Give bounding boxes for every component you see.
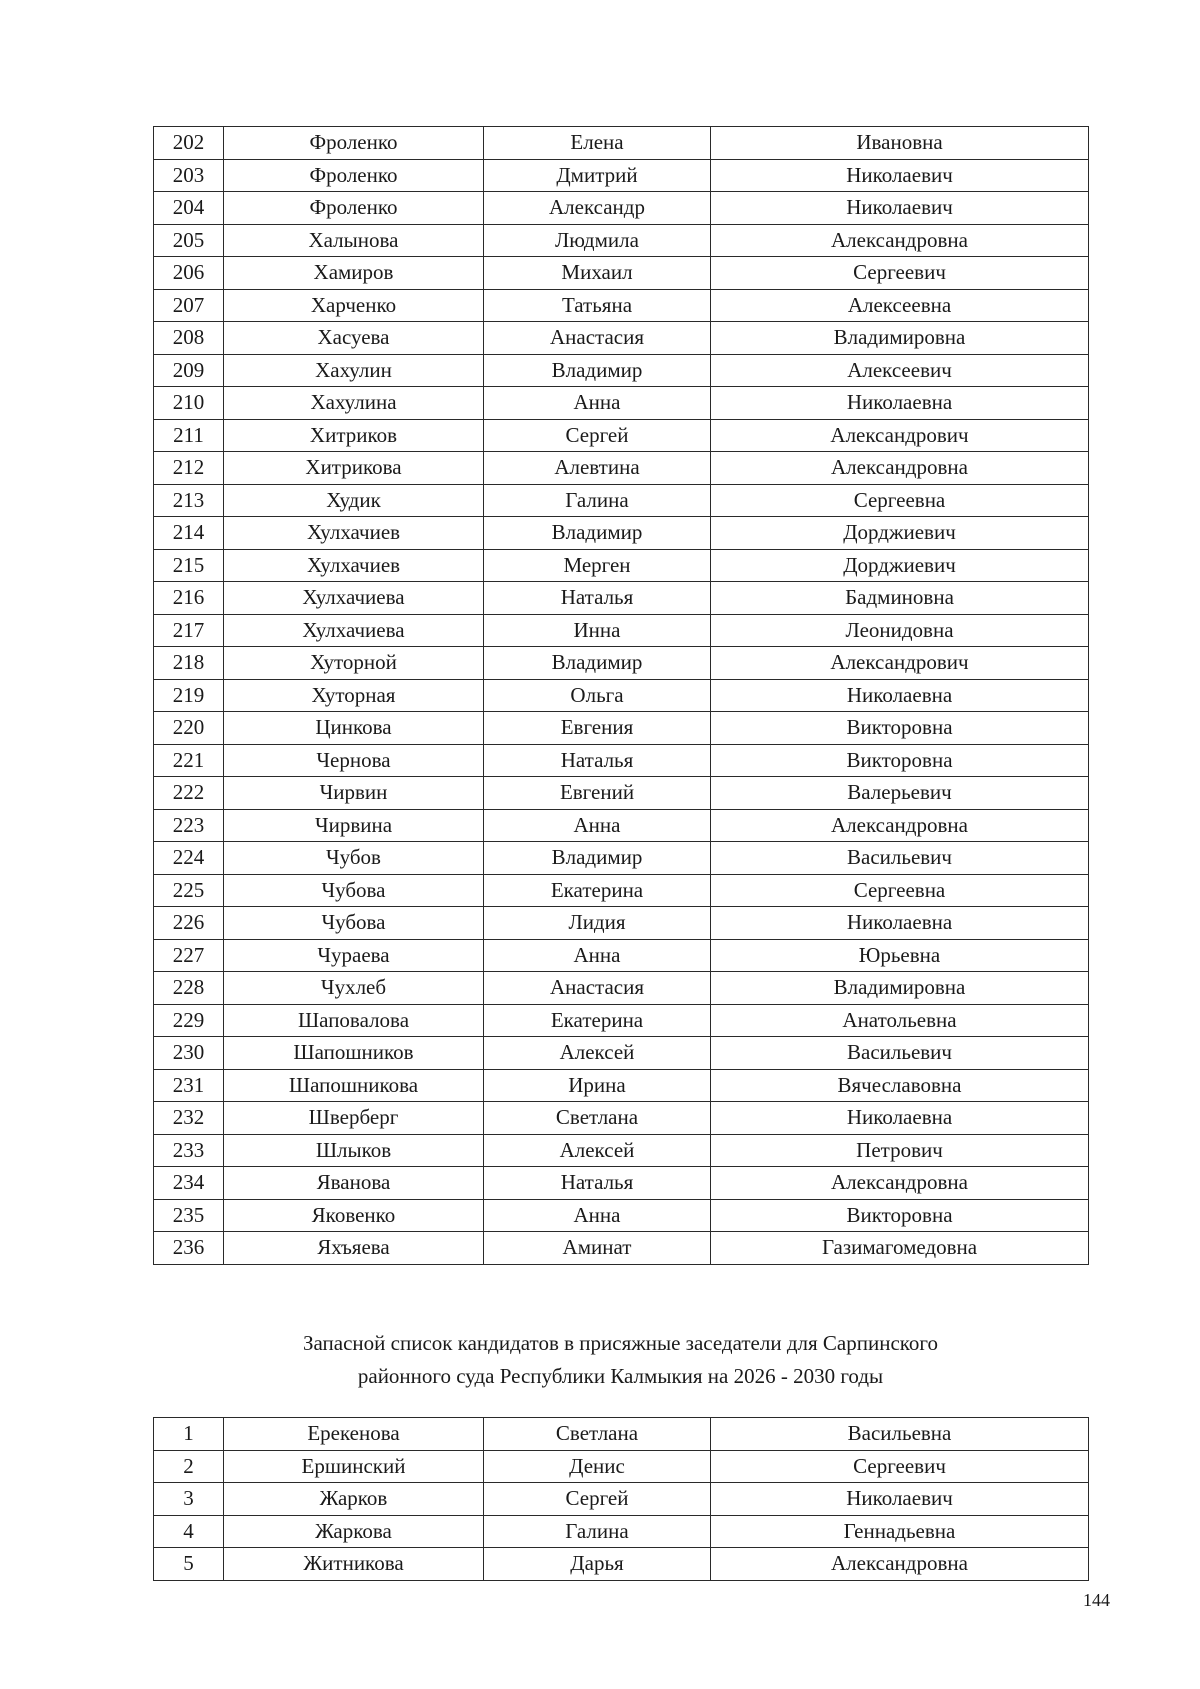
row-number-cell: 208 — [154, 322, 224, 355]
last-name-cell: Житникова — [224, 1548, 484, 1581]
patronymic-cell: Николаевна — [711, 1102, 1089, 1135]
last-name-cell: Хамиров — [224, 257, 484, 290]
first-name-cell: Екатерина — [484, 1004, 711, 1037]
row-number-cell: 3 — [154, 1483, 224, 1516]
last-name-cell: Хуторной — [224, 647, 484, 680]
page-number: 144 — [1083, 1590, 1110, 1610]
row-number-cell: 233 — [154, 1134, 224, 1167]
first-name-cell: Наталья — [484, 1167, 711, 1200]
reserve-heading-line-1: Запасной список кандидатов в присяжные заседатели для Сарпинского — [302, 1331, 938, 1355]
row-number-cell: 204 — [154, 192, 224, 225]
table-row — [154, 1069, 1089, 1102]
last-name-cell: Хахулина — [224, 387, 484, 420]
last-name-cell: Шапошников — [224, 1037, 484, 1070]
table-row — [154, 679, 1089, 712]
last-name-cell: Халынова — [224, 224, 484, 257]
first-name-cell: Анна — [484, 1199, 711, 1232]
table-row — [154, 582, 1089, 615]
last-name-cell: Чухлеб — [224, 972, 484, 1005]
patronymic-cell: Александровна — [711, 809, 1089, 842]
patronymic-cell: Сергеевич — [711, 1450, 1089, 1483]
last-name-cell: Чирвин — [224, 777, 484, 810]
patronymic-cell: Викторовна — [711, 712, 1089, 745]
table-row — [154, 1134, 1089, 1167]
last-name-cell: Харченко — [224, 289, 484, 322]
patronymic-cell: Николаевна — [711, 907, 1089, 940]
first-name-cell: Анна — [484, 387, 711, 420]
last-name-cell: Хитриков — [224, 419, 484, 452]
row-number-cell: 221 — [154, 744, 224, 777]
first-name-cell: Татьяна — [484, 289, 711, 322]
first-name-cell: Анастасия — [484, 972, 711, 1005]
row-number-cell: 216 — [154, 582, 224, 615]
table-row — [154, 257, 1089, 290]
table-row — [154, 1450, 1089, 1483]
last-name-cell: Яковенко — [224, 1199, 484, 1232]
row-number-cell: 2 — [154, 1450, 224, 1483]
last-name-cell: Шлыков — [224, 1134, 484, 1167]
first-name-cell: Светлана — [484, 1418, 711, 1451]
row-number-cell: 207 — [154, 289, 224, 322]
row-number-cell: 220 — [154, 712, 224, 745]
table-row — [154, 939, 1089, 972]
row-number-cell: 232 — [154, 1102, 224, 1135]
first-name-cell: Инна — [484, 614, 711, 647]
row-number-cell: 205 — [154, 224, 224, 257]
patronymic-cell: Викторовна — [711, 1199, 1089, 1232]
patronymic-cell: Алексеевич — [711, 354, 1089, 387]
last-name-cell: Хасуева — [224, 322, 484, 355]
row-number-cell: 211 — [154, 419, 224, 452]
table-row — [154, 1515, 1089, 1548]
patronymic-cell: Владимировна — [711, 972, 1089, 1005]
first-name-cell: Елена — [484, 127, 711, 160]
patronymic-cell: Владимировна — [711, 322, 1089, 355]
last-name-cell: Хитрикова — [224, 452, 484, 485]
row-number-cell: 228 — [154, 972, 224, 1005]
patronymic-cell: Николаевна — [711, 679, 1089, 712]
first-name-cell: Владимир — [484, 354, 711, 387]
row-number-cell: 206 — [154, 257, 224, 290]
patronymic-cell: Петрович — [711, 1134, 1089, 1167]
patronymic-cell: Дорджиевич — [711, 549, 1089, 582]
first-name-cell: Людмила — [484, 224, 711, 257]
candidates-table — [153, 126, 1089, 1265]
patronymic-cell: Николаевич — [711, 1483, 1089, 1516]
first-name-cell: Анна — [484, 809, 711, 842]
patronymic-cell: Леонидовна — [711, 614, 1089, 647]
last-name-cell: Ершинский — [224, 1450, 484, 1483]
patronymic-cell: Александровна — [711, 1548, 1089, 1581]
reserve-table-body — [154, 1418, 1089, 1581]
first-name-cell: Лидия — [484, 907, 711, 940]
first-name-cell: Евгения — [484, 712, 711, 745]
last-name-cell: Чураева — [224, 939, 484, 972]
table-row — [154, 484, 1089, 517]
reserve-heading-line-2: районного суда Республики Калмыкия на 2026 - 2030 годы — [357, 1364, 884, 1388]
last-name-cell: Чубова — [224, 874, 484, 907]
table-row — [154, 777, 1089, 810]
row-number-cell: 235 — [154, 1199, 224, 1232]
table-row — [154, 1004, 1089, 1037]
row-number-cell: 219 — [154, 679, 224, 712]
reserve-list-heading — [153, 1327, 1088, 1393]
patronymic-cell: Газимагомедовна — [711, 1232, 1089, 1265]
first-name-cell: Алексей — [484, 1134, 711, 1167]
table-row — [154, 419, 1089, 452]
table-row — [154, 1102, 1089, 1135]
table-row — [154, 159, 1089, 192]
last-name-cell: Фроленко — [224, 127, 484, 160]
patronymic-cell: Сергеевна — [711, 484, 1089, 517]
last-name-cell: Шапошникова — [224, 1069, 484, 1102]
last-name-cell: Чубова — [224, 907, 484, 940]
row-number-cell: 227 — [154, 939, 224, 972]
first-name-cell: Екатерина — [484, 874, 711, 907]
patronymic-cell: Юрьевна — [711, 939, 1089, 972]
patronymic-cell: Александровна — [711, 224, 1089, 257]
last-name-cell: Яванова — [224, 1167, 484, 1200]
first-name-cell: Михаил — [484, 257, 711, 290]
first-name-cell: Светлана — [484, 1102, 711, 1135]
row-number-cell: 209 — [154, 354, 224, 387]
last-name-cell: Чернова — [224, 744, 484, 777]
last-name-cell: Шверберг — [224, 1102, 484, 1135]
patronymic-cell: Васильевич — [711, 1037, 1089, 1070]
table-row — [154, 354, 1089, 387]
table-row — [154, 192, 1089, 225]
row-number-cell: 203 — [154, 159, 224, 192]
table-row — [154, 1548, 1089, 1581]
row-number-cell: 212 — [154, 452, 224, 485]
row-number-cell: 4 — [154, 1515, 224, 1548]
first-name-cell: Ольга — [484, 679, 711, 712]
table-row — [154, 1037, 1089, 1070]
table-row — [154, 712, 1089, 745]
first-name-cell: Денис — [484, 1450, 711, 1483]
last-name-cell: Жаркова — [224, 1515, 484, 1548]
row-number-cell: 229 — [154, 1004, 224, 1037]
table-row — [154, 452, 1089, 485]
first-name-cell: Наталья — [484, 744, 711, 777]
patronymic-cell: Геннадьевна — [711, 1515, 1089, 1548]
last-name-cell: Хулхачиев — [224, 517, 484, 550]
table-row — [154, 224, 1089, 257]
patronymic-cell: Сергеевна — [711, 874, 1089, 907]
first-name-cell: Алексей — [484, 1037, 711, 1070]
row-number-cell: 231 — [154, 1069, 224, 1102]
table-row — [154, 549, 1089, 582]
row-number-cell: 236 — [154, 1232, 224, 1265]
row-number-cell: 202 — [154, 127, 224, 160]
first-name-cell: Евгений — [484, 777, 711, 810]
patronymic-cell: Алексеевна — [711, 289, 1089, 322]
patronymic-cell: Николаевич — [711, 159, 1089, 192]
table-row — [154, 842, 1089, 875]
table-row — [154, 907, 1089, 940]
first-name-cell: Наталья — [484, 582, 711, 615]
last-name-cell: Чубов — [224, 842, 484, 875]
row-number-cell: 5 — [154, 1548, 224, 1581]
table-row — [154, 1199, 1089, 1232]
row-number-cell: 226 — [154, 907, 224, 940]
last-name-cell: Хулхачиева — [224, 582, 484, 615]
table-row — [154, 1483, 1089, 1516]
row-number-cell: 222 — [154, 777, 224, 810]
table-row — [154, 744, 1089, 777]
first-name-cell: Анна — [484, 939, 711, 972]
last-name-cell: Ерекенова — [224, 1418, 484, 1451]
table-row — [154, 809, 1089, 842]
table-row — [154, 322, 1089, 355]
candidates-table-body — [154, 127, 1089, 1265]
table-row — [154, 614, 1089, 647]
first-name-cell: Владимир — [484, 842, 711, 875]
table-row — [154, 517, 1089, 550]
last-name-cell: Хахулин — [224, 354, 484, 387]
patronymic-cell: Анатольевна — [711, 1004, 1089, 1037]
row-number-cell: 234 — [154, 1167, 224, 1200]
first-name-cell: Ирина — [484, 1069, 711, 1102]
patronymic-cell: Дорджиевич — [711, 517, 1089, 550]
patronymic-cell: Александрович — [711, 647, 1089, 680]
last-name-cell: Фроленко — [224, 159, 484, 192]
table-row — [154, 1232, 1089, 1265]
last-name-cell: Цинкова — [224, 712, 484, 745]
patronymic-cell: Александровна — [711, 452, 1089, 485]
row-number-cell: 218 — [154, 647, 224, 680]
patronymic-cell: Александрович — [711, 419, 1089, 452]
first-name-cell: Мерген — [484, 549, 711, 582]
last-name-cell: Шаповалова — [224, 1004, 484, 1037]
first-name-cell: Владимир — [484, 517, 711, 550]
table-row — [154, 387, 1089, 420]
patronymic-cell: Ивановна — [711, 127, 1089, 160]
row-number-cell: 223 — [154, 809, 224, 842]
patronymic-cell: Александровна — [711, 1167, 1089, 1200]
table-row — [154, 972, 1089, 1005]
table-row — [154, 289, 1089, 322]
first-name-cell: Алевтина — [484, 452, 711, 485]
last-name-cell: Фроленко — [224, 192, 484, 225]
patronymic-cell: Бадминовна — [711, 582, 1089, 615]
row-number-cell: 225 — [154, 874, 224, 907]
first-name-cell: Анастасия — [484, 322, 711, 355]
table-row — [154, 127, 1089, 160]
last-name-cell: Хулхачиев — [224, 549, 484, 582]
row-number-cell: 210 — [154, 387, 224, 420]
first-name-cell: Дарья — [484, 1548, 711, 1581]
patronymic-cell: Николаевич — [711, 192, 1089, 225]
patronymic-cell: Викторовна — [711, 744, 1089, 777]
table-row — [154, 647, 1089, 680]
last-name-cell: Чирвина — [224, 809, 484, 842]
last-name-cell: Жарков — [224, 1483, 484, 1516]
row-number-cell: 230 — [154, 1037, 224, 1070]
patronymic-cell: Валерьевич — [711, 777, 1089, 810]
table-row — [154, 874, 1089, 907]
last-name-cell: Хуторная — [224, 679, 484, 712]
first-name-cell: Владимир — [484, 647, 711, 680]
patronymic-cell: Николаевна — [711, 387, 1089, 420]
reserve-table — [153, 1417, 1089, 1581]
first-name-cell: Сергей — [484, 419, 711, 452]
patronymic-cell: Васильевич — [711, 842, 1089, 875]
last-name-cell: Яхъяева — [224, 1232, 484, 1265]
last-name-cell: Худик — [224, 484, 484, 517]
patronymic-cell: Вячеславовна — [711, 1069, 1089, 1102]
table-row — [154, 1167, 1089, 1200]
row-number-cell: 215 — [154, 549, 224, 582]
first-name-cell: Галина — [484, 1515, 711, 1548]
table-row — [154, 1418, 1089, 1451]
patronymic-cell: Сергеевич — [711, 257, 1089, 290]
patronymic-cell: Васильевна — [711, 1418, 1089, 1451]
row-number-cell: 1 — [154, 1418, 224, 1451]
first-name-cell: Галина — [484, 484, 711, 517]
row-number-cell: 214 — [154, 517, 224, 550]
first-name-cell: Александр — [484, 192, 711, 225]
first-name-cell: Дмитрий — [484, 159, 711, 192]
row-number-cell: 224 — [154, 842, 224, 875]
row-number-cell: 217 — [154, 614, 224, 647]
first-name-cell: Аминат — [484, 1232, 711, 1265]
row-number-cell: 213 — [154, 484, 224, 517]
last-name-cell: Хулхачиева — [224, 614, 484, 647]
first-name-cell: Сергей — [484, 1483, 711, 1516]
